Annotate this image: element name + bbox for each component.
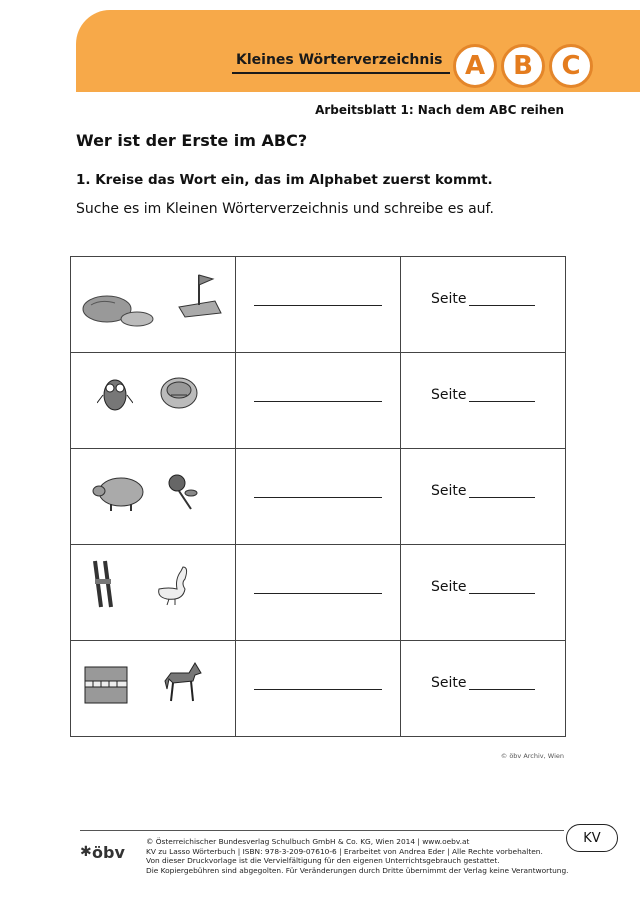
worksheet-subtitle: Arbeitsblatt 1: Nach dem ABC reihen [315,103,564,117]
answer-line[interactable] [254,497,382,498]
page-heading: Wer ist der Erste im ABC? [76,131,308,150]
page-line[interactable] [469,401,535,402]
table-row [71,545,566,641]
picture-cell [71,545,236,641]
page-cell[interactable] [401,353,566,449]
footer-line: KV zu Lasso Wörterbuch | ISBN: 978-3-209-07610-6 | Erarbeitet von Andrea Eder | Alle Rechte vorbehalten. [146,846,543,856]
answer-cell[interactable] [236,641,401,737]
page-line[interactable] [469,593,535,594]
horse-icon [161,659,205,705]
page-line[interactable] [469,497,535,498]
exercise-table [70,256,566,737]
seite-label: Seite [431,483,467,499]
publisher-logo: öbv [92,843,125,862]
seite-label: Seite [431,579,467,595]
table-row [71,641,566,737]
page-cell[interactable] [401,545,566,641]
page-cell[interactable] [401,257,566,353]
instruction-text: Suche es im Kleinen Wörterverzeichnis und schreibe es auf. [76,201,494,217]
task-text: 1. Kreise das Wort ein, das im Alphabet zuerst kommt. [76,172,493,188]
letter-b-badge: B [501,44,545,88]
obv-logo-icon: ✱ [80,844,92,860]
pig-icon [91,473,149,513]
picture-cell [71,257,236,353]
footer-line: Die Kopiergebühren sind abgegolten. Für Veränderungen durch Dritte übernimmt der Verlag keine Verantwortung. [146,865,569,875]
skis-icon [91,559,115,609]
answer-cell[interactable] [236,353,401,449]
picture-cell [71,641,236,737]
footer-text [146,837,569,875]
page-line[interactable] [469,305,535,306]
rose-icon [165,471,201,511]
header-underline [232,72,450,74]
footer-line: © Österreichischer Bundesverlag Schulbuch GmbH & Co. KG, Wien 2014 | www.oebv.at [146,837,470,846]
seite-label: Seite [431,291,467,307]
table-row [71,449,566,545]
page-cell[interactable] [401,449,566,545]
footer-divider [80,830,564,831]
answer-line[interactable] [254,401,382,402]
piano-icon [81,663,131,707]
image-credit: © öbv Archiv, Wien [500,752,564,760]
goose-icon [155,563,195,607]
picture-cell [71,353,236,449]
picture-cell [71,449,236,545]
page-line[interactable] [469,689,535,690]
raft-icon [175,271,225,319]
table-row [71,257,566,353]
letter-a-badge: A [453,44,497,88]
cake-icon [159,375,199,411]
answer-cell[interactable] [236,545,401,641]
letter-c-badge: C [549,44,593,88]
answer-line[interactable] [254,305,382,306]
answer-cell[interactable] [236,257,401,353]
footer-line: Von dieser Druckvorlage ist die Vervielfältigung für den eigenen Unterrichtsgebrauch gestattet. [146,856,500,866]
answer-line[interactable] [254,593,382,594]
answer-cell[interactable] [236,449,401,545]
owl-icon [97,373,133,413]
page-cell[interactable] [401,641,566,737]
bread-loaf-icon [81,291,157,331]
seite-label: Seite [431,675,467,691]
seite-label: Seite [431,387,467,403]
answer-line[interactable] [254,689,382,690]
table-row [71,353,566,449]
kv-badge: KV [566,824,618,852]
header-title: Kleines Wörterverzeichnis [236,52,443,68]
